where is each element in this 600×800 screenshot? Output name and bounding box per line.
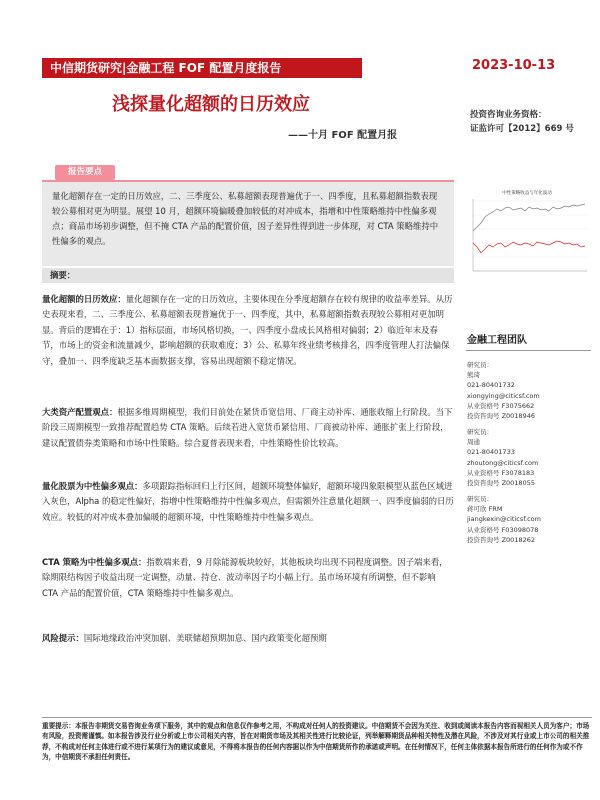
paragraph-cta <box>42 555 454 601</box>
report-subtitle: ——十月 FOF 配置月报 <box>288 130 398 141</box>
paragraph-lead: 大类资产配置观点： <box>42 407 118 417</box>
member-cert-qualification: 从业资格号 F03098078 <box>467 525 539 534</box>
member-name: 蒋可欣 FRM <box>467 505 503 514</box>
footer-divider <box>42 717 592 718</box>
summary-box <box>42 180 454 266</box>
member-email[interactable]: xiongying@citicsf.com <box>467 391 540 400</box>
paragraph-body: 根据多维周期模型，我们目前处在紧货币宽信用、厂商主动补库、通胀收缩上行阶段。当下阶段三周期模型一致推荐配置趋势 CTA 策略。后续若进入宽货币紧信用、厂商被动补库、通胀扩张上行阶段，建议配置债券类策略和市场中性策略。综合夏普表现来看，中性策略性价比较高。 <box>42 407 453 448</box>
summary-text: 量化超额存在一定的日历效应，二、三季度公、私募超额表现普遍优于一、四季度，且私募超额指数表现较公募相对更为明显。展望 10 月，超额环境偏暖叠加较低的对冲成本，指增和中性策略维持中性偏多观点；商品市场初步调整，但不掩 CTA 产品的配置价值，因子差异性得到进一步体现，对 CTA 策略维持中性偏多的观点。 <box>52 191 439 246</box>
license-label: 投资咨询业务资格： <box>470 110 547 120</box>
paragraph-body: 多项跟踪指标回归上行区间，超额环境整体偏好，超额环境四象限模型从蓝色区域进入灰色，Alpha 的稳定性偏好，指增中性策略维持中性偏多观点，但需额外注意量化超额一、四季度偏弱的日历效应。较低的对冲成本叠加偏暖的超额环境，中性策略维持中性偏多观点。 <box>42 481 454 522</box>
member-phone: 021-80401733 <box>467 448 515 457</box>
member-role: 研究员： <box>467 428 493 436</box>
member-cert-qualification: 从业资格号 F3078183 <box>467 468 535 477</box>
paragraph-calendar-effect <box>42 292 454 369</box>
paragraph-body: 量化超额存在一定的日历效应，主要体现在分季度超额存在较有规律的收益率差异。从历史表现来看，二、三季度公、私募超额表现普遍优于一、四季度，其中，私募超额指数表现较公募相对更加明显。背后的逻辑在于：1）指标层面，市场风格切换，一、四季度小盘成长风格相对偏弱；2）临近年末及春节，市场上的资金和流量减少，影响超额的获取难度；3）公、私募年终业绩考核排名，四季度管理人打法偏保守，叠加一、四季度缺乏基本面数据支撑，容易出现超额不稳定情况。 <box>42 294 453 366</box>
member-email[interactable]: zhoutong@citicsf.com <box>467 458 539 467</box>
license-block <box>470 108 590 136</box>
paragraph-lead: 量化超额的日历效应： <box>42 294 126 304</box>
paragraph-risk <box>42 631 454 646</box>
team-member <box>467 494 595 545</box>
team-member <box>467 360 595 421</box>
summary-chart <box>463 187 591 279</box>
paragraph-lead: CTA 策略为中性偏多观点： <box>42 557 147 567</box>
paragraph-lead: 量化股票为中性偏多观点： <box>42 481 143 491</box>
member-name: 周通 <box>467 438 480 447</box>
member-role: 研究员： <box>467 361 493 369</box>
report-series-banner: 中信期货研究|金融工程 FOF 配置月度报告 <box>42 58 362 78</box>
report-date: 2023-10-13 <box>472 58 556 73</box>
summary-tab: 报告要点 <box>55 165 115 180</box>
paragraph-quant-equity <box>42 479 454 525</box>
member-cert-advisory: 投资咨询号 Z0018946 <box>467 412 535 421</box>
member-email[interactable]: jiangkexin@citicsf.com <box>467 515 541 524</box>
license-number: 证监许可【2012】669 号 <box>470 124 574 134</box>
paragraph-body: 国际地缘政治冲突加剧、美联储超预期加息、国内政策变化超预期 <box>83 633 327 643</box>
paragraph-lead: 风险提示： <box>42 633 84 643</box>
member-role: 研究员： <box>467 495 493 503</box>
paragraph-asset-allocation <box>42 405 454 451</box>
member-phone: 021-80401732 <box>467 381 515 390</box>
member-cert-advisory: 投资咨询号 Z0018055 <box>467 479 535 488</box>
team-title: 金融工程团队 <box>467 335 527 346</box>
team-divider <box>466 350 591 351</box>
abstract-label: 摘要： <box>42 268 454 283</box>
member-cert-qualification: 从业资格号 F3075662 <box>467 401 535 410</box>
paragraph-body: 指数端来看，9 月除能源板块较好，其他板块均出现不同程度调整。因子端来看，除期限结构因子收益出现一定调整，动量、持仓、波动率因子均小幅上行。虽市场环境有所调整，但不影响 CTA 产品的配置价值，CTA 策略维持中性偏多观点。 <box>42 557 448 598</box>
team-member <box>467 427 595 488</box>
disclaimer-text: 重要提示：本报告非期货交易咨询业务项下服务，其中的观点和信息仅作参考之用，不构成对任何人的投资建议。中信期货不会因为关注、收到或阅读本报告内容而视相关人员为客户；市场有风险，投资需谨慎。如本报告涉及行业分析或上市公司相关内容，旨在对期货市场及其相关性进行比较论证，列举解释期货品种相关特性及潜在风险，不涉及对其行业或上市公司的相关推荐，不构成对任何主体进行或不进行某项行为的建议或意见，不得将本报告的任何内容据以作为中信期货所作的承诺或声明。在任何情况下，任何主体依据本报告所进行的任何作为或不作为，中信期货不承担任何责任。 <box>42 722 590 761</box>
chart-title: 中性策略收益与年化波动 <box>502 191 552 196</box>
member-name: 熊琦 <box>467 371 480 380</box>
member-cert-advisory: 投资咨询号 Z0018262 <box>467 535 535 544</box>
report-title: 浅探量化超额的日历效应 <box>112 94 310 115</box>
